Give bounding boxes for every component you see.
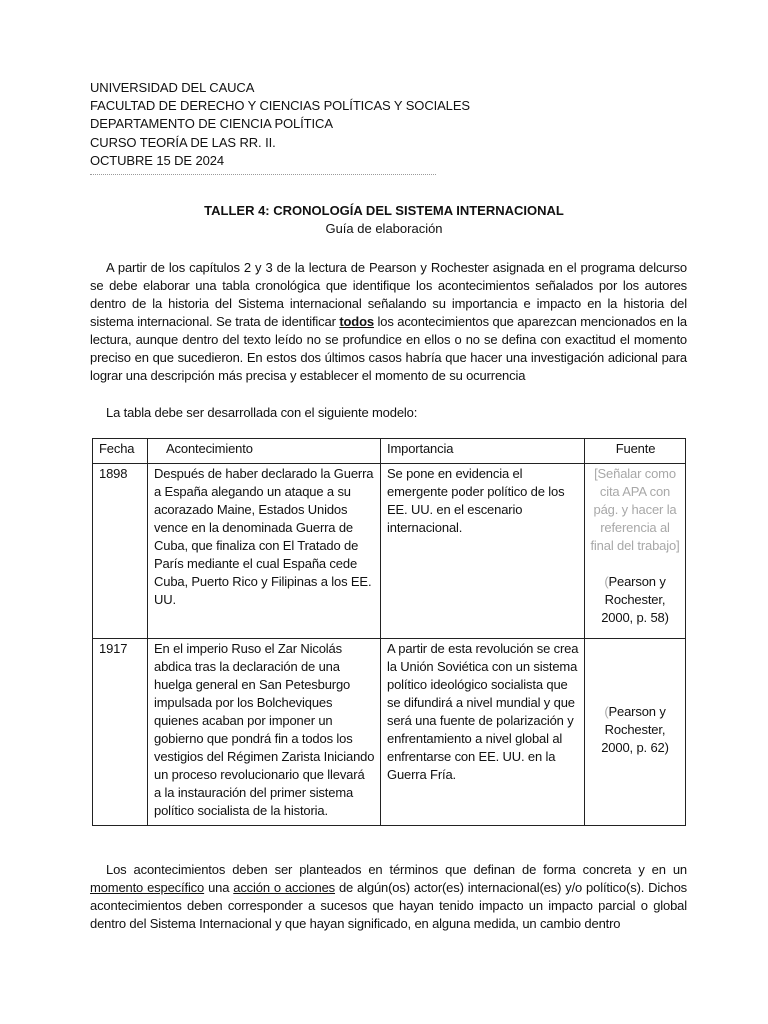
intro-text-before: A partir de los capítulos 2 y 3 de la lectura de Pearson y Rochester asignada en el programa delcurso se debe elaborar una tabla cronológica que identifique los acontecimientos señalados por los autores dentro de la historia del Sistema internacional señalando su importancia e impacto en la historia del sistema internacional. Se trata de identificar	[90, 260, 687, 329]
citation-instruction-note: [Señalar como cita APA con pág. y hacer la referencia al final del trabajo]	[590, 466, 680, 553]
header-fecha: Fecha	[93, 439, 148, 464]
citation-open-paren: (	[604, 704, 609, 719]
citation-wrapper	[588, 640, 682, 820]
citation-open-paren: (	[604, 574, 609, 589]
department-name: DEPARTAMENTO DE CIENCIA POLÍTICA	[90, 116, 333, 132]
chronology-model-table	[92, 438, 686, 826]
citation-text: Pearson y Rochester, 2000, p. 58)	[601, 574, 669, 625]
document-title: TALLER 4: CRONOLOGÍA DEL SISTEMA INTERNACIONAL	[204, 203, 564, 218]
cell-importancia: Se pone en evidencia el emergente poder político de los EE. UU. en el escenario internacional.	[381, 464, 585, 639]
guidelines-text-1: Los acontecimientos deben ser planteados en términos que definan de forma concreta y en un	[106, 862, 687, 877]
table-header-row	[93, 439, 686, 464]
guidelines-text-2: una	[204, 880, 234, 895]
guidelines-paragraph	[90, 861, 687, 933]
citation-text: Pearson y Rochester, 2000, p. 62)	[601, 704, 669, 755]
intro-text-after: los acontecimientos que aparezcan mencionados en la lectura, aunque dentro del texto leído no se profundice en ellos o no se defina con exactitud el momento preciso en que sucedieron. En estos dos últimos casos habría que hacer una investigación adicional para lograr una descripción más precisa y establecer el momento de su ocurrencia	[90, 314, 687, 383]
cell-acontecimiento: Después de haber declarado la Guerra a España alegando un ataque a su acorazado Maine, Estados Unidos vence en la denominada Guerra de Cuba, que finaliza con El Tratado de París mediante el cual España cede Cuba, Puerto Rico y Filipinas a los EE. UU.	[148, 464, 381, 639]
underlined-momento-especifico: momento específico	[90, 880, 205, 895]
header-importancia: Importancia	[381, 439, 585, 464]
table-intro-paragraph: La tabla debe ser desarrollada con el siguiente modelo:	[106, 405, 418, 420]
intro-paragraph	[90, 259, 687, 385]
faculty-name: FACULTAD DE DERECHO Y CIENCIAS POLÍTICAS Y SOCIALES	[90, 98, 470, 114]
cell-fuente	[585, 639, 686, 826]
citation	[588, 703, 682, 757]
cell-fecha: 1898	[93, 464, 148, 639]
cell-acontecimiento: En el imperio Ruso el Zar Nicolás abdica tras la declaración de una huelga general en San Petesburgo impulsada por los Bolcheviques quienes acaban por imponer un gobierno que pondrá fin a todos los vestigios del Régimen Zarista Iniciando un proceso revolucionario que llevará a la instauración del primer sistema político socialista de la historia.	[148, 639, 381, 826]
header-acontecimiento: Acontecimiento	[148, 439, 381, 464]
cell-fuente	[585, 464, 686, 639]
table-row	[93, 639, 686, 826]
citation	[588, 573, 682, 627]
cell-fecha: 1917	[93, 639, 148, 826]
header-fuente: Fuente	[585, 439, 686, 464]
guidelines-text-3: de algún(os) actor(es) internacional(es) y/o político(s). Dichos acontecimientos deben corresponder a sucesos que hayan tenido impacto un impacto parcial o global dentro del Sistema Internacional y que hayan significado, en alguna medida, un cambio dentro	[90, 880, 687, 931]
document-date: OCTUBRE 15 DE 2024	[90, 152, 225, 168]
document-header	[90, 79, 470, 170]
course-name: CURSO TEORÍA DE LAS RR. II.	[90, 134, 276, 150]
underlined-accion-o-acciones: acción o acciones	[233, 880, 336, 895]
cell-importancia: A partir de esta revolución se crea la Unión Soviética con un sistema político ideológico socialista que se difundirá a nivel mundial y que será una fuente de polarización y enfrentamiento a nivel global al enfrentarse con EE. UU. en la Guerra Fría.	[381, 639, 585, 826]
emphasis-todos: todos	[339, 314, 374, 329]
table-row	[93, 464, 686, 639]
header-divider	[90, 174, 436, 175]
university-name: UNIVERSIDAD DEL CAUCA	[90, 80, 255, 95]
document-subtitle: Guía de elaboración	[325, 221, 443, 236]
